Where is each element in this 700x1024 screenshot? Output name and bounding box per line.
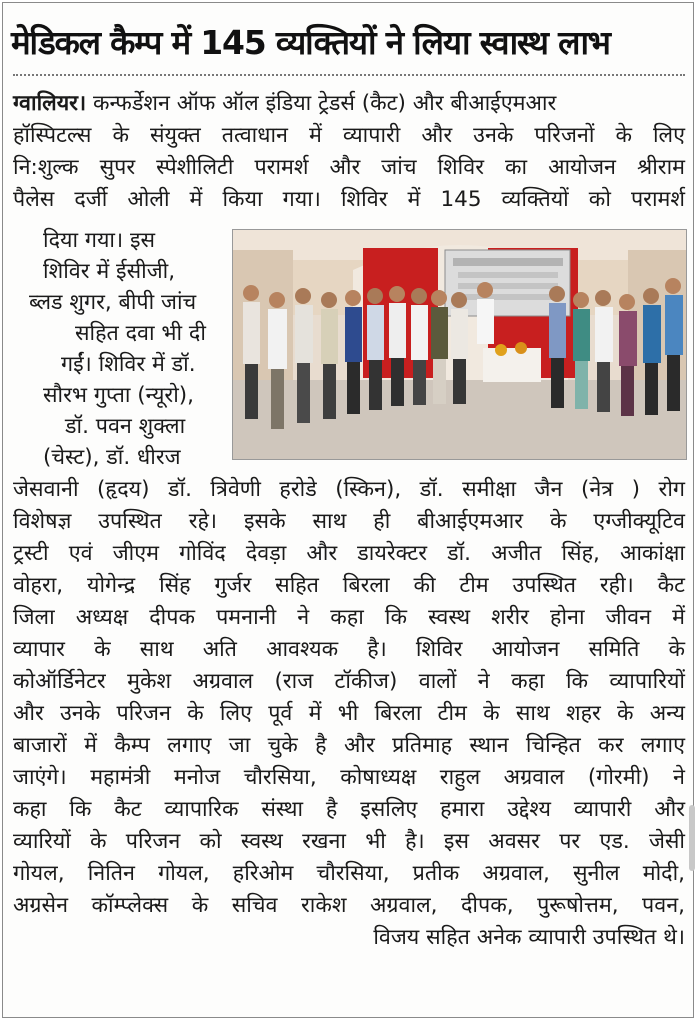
article-line: दिया गया। इस: [43, 228, 156, 253]
article-line: डॉ. पवन शुक्ला: [65, 414, 186, 439]
article-line: व्यारियों के परिजन को स्वस्थ रखना भी है। इस अवसर पर एड. जेसी: [13, 829, 685, 854]
article-line: जाएंगे। महामंत्री मनोज चौरसिया, कोषाध्यक्ष राहुल अग्रवाल (गोरमी) ने: [13, 765, 685, 790]
article-line: अग्रसेन कॉम्प्लेक्स के सचिव राकेश अग्रवाल, दीपक, पुरूषोत्तम, पवन,: [13, 893, 685, 918]
article-line: और उनके परिजन के लिए पूर्व में भी बिरला टीम के साथ शहर के अन्य: [13, 701, 685, 726]
headline-divider: [13, 74, 685, 76]
event-photo: [232, 229, 687, 460]
article-line: वोहरा, योगेन्द्र सिंह गुर्जर सहित बिरला की टीम उपस्थित रही। कैट: [13, 573, 685, 598]
article-line: गईं। शिविर में डॉ.: [61, 352, 196, 377]
article-line: जेसवानी (हृदय) डॉ. त्रिवेणी हरोडे (स्किन), डॉ. समीक्षा जैन (नेत्र ) रोग: [13, 477, 685, 502]
article-line: ब्लड शुगर, बीपी जांच: [29, 290, 197, 315]
article-line: सौरभ गुप्ता (न्यूरो),: [43, 383, 195, 408]
article-line: शिविर में ईसीजी,: [43, 259, 176, 284]
body-text: कन्फर्डेशन ऑफ ऑल इंडिया ट्रेडर्स (कैट) और बीआईएमआर: [92, 91, 557, 116]
article-line: गोयल, नितिन गोयल, हरिओम चौरसिया, प्रतीक अग्रवाल, सुनील मोदी,: [13, 861, 685, 886]
article-line: जिला अध्यक्ष दीपक पमनानी ने कहा कि स्वस्थ शरीर होना जीवन में: [13, 605, 685, 630]
scrollbar-thumb[interactable]: [689, 805, 695, 871]
article-line: विजय सहित अनेक व्यापारी उपस्थित थे।: [373, 925, 685, 950]
article-line: विशेषज्ञ उपस्थित रहे। इसके साथ ही बीआईएमआर के एग्जीक्यूटिव: [13, 509, 685, 534]
article-line: पैलेस दर्जी ओली में किया गया। शिविर में 145 व्यक्तियों को परामर्श: [13, 187, 685, 212]
headline: मेडिकल कैम्प में 145 व्यक्तियों ने लिया स्वास्थ लाभ: [11, 23, 610, 62]
article-line: व्यापार के साथ अति आवश्यक है। शिविर आयोजन समिति के: [13, 637, 685, 662]
article-line: ट्रस्टी एवं जीएम गोविंद देवड़ा और डायरेक्टर डॉ. अजीत सिंह, आकांक्षा: [13, 541, 685, 566]
article-line: हॉस्पिटल्स के संयुक्त तत्वाधान में व्यापारी और उनके परिजनों के लिए: [13, 123, 685, 148]
article-line: कहा कि कैट व्यापारिक संस्था है इसलिए हमारा उद्देश्य व्यापारी और: [13, 797, 685, 822]
article-line: नि:शुल्क सुपर स्पेशीलिटी परामर्श और जांच शिविर का आयोजन श्रीराम: [13, 155, 685, 180]
event-photo-illustration: [233, 230, 687, 460]
article-line: कोऑर्डिनेटर मुकेश अग्रवाल (राज टॉकीज) वालों ने कहा कि व्यापारियों: [13, 669, 685, 694]
article-line: (चेस्ट), डॉ. धीरज: [43, 445, 181, 470]
article-line: सहित दवा भी दी: [75, 321, 206, 346]
newspaper-clipping: [2, 2, 694, 1018]
article-line-1: [13, 88, 685, 119]
article-line: बाजारों में कैम्प लगाए जा चुके है और प्रतिमाह स्थान चिन्हित कर लगाए: [13, 733, 685, 758]
dateline: ग्वालियर।: [13, 91, 87, 116]
